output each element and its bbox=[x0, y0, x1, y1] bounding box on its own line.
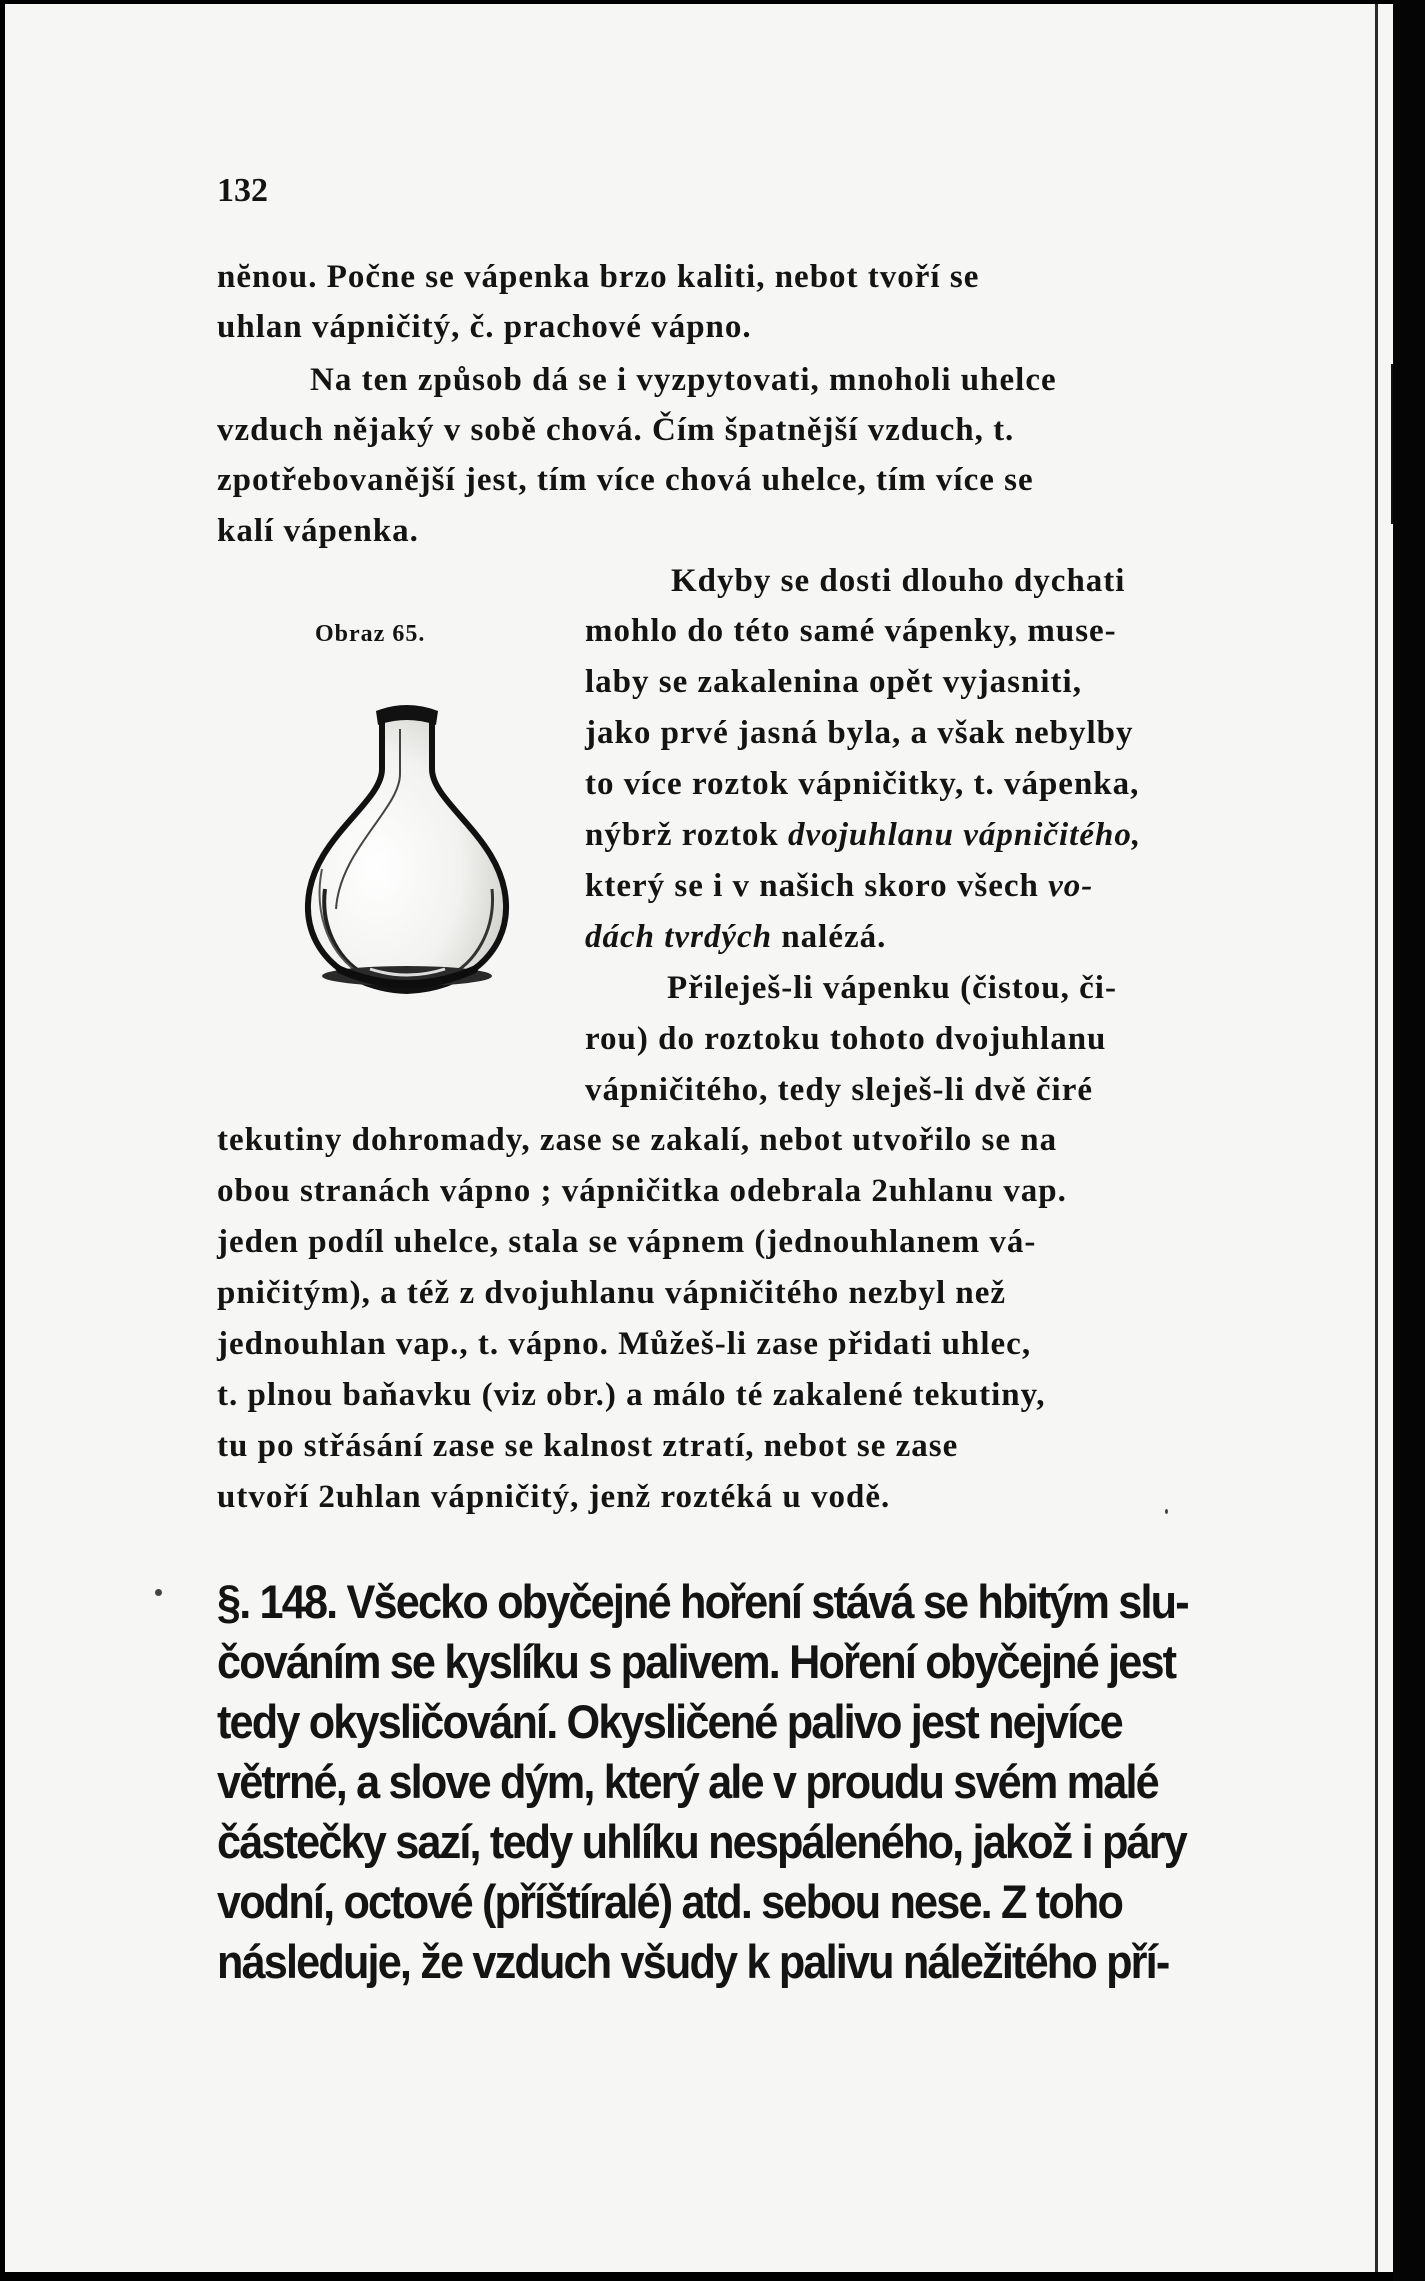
section-line: částečky sazí, tedy uhlíku nespáleného, jakož i páry bbox=[217, 1815, 1186, 1868]
text-line: laby se zakalenina opět vyjasniti, bbox=[585, 664, 1082, 700]
section-line: čováním se kyslíku s palivem. Hoření obyčejné jest bbox=[217, 1635, 1176, 1688]
text-line: jeden podíl uhelce, stala se vápnem (jednouhlanem vá- bbox=[217, 1224, 1037, 1260]
section-line: větrné, a slove dým, který ale v proudu svém malé bbox=[217, 1755, 1158, 1808]
text-line: utvoří 2uhlan vápničitý, jenž roztéká u vodě. bbox=[217, 1479, 891, 1515]
text-line: uhlan vápničitý, č. prachové vápno. bbox=[217, 309, 752, 345]
text-line: tekutiny dohromady, zase se zakalí, nebot utvořilo se na bbox=[217, 1122, 1058, 1158]
text-segment: který se i v našich skoro všech bbox=[585, 868, 1049, 904]
text-line: Přileješ-li vápenku (čistou, či- bbox=[667, 970, 1117, 1006]
text-line: zpotřebovanější jest, tím více chová uhelce, tím více se bbox=[217, 462, 1034, 498]
text-segment: nalézá. bbox=[772, 919, 887, 955]
flask-illustration bbox=[300, 699, 515, 999]
text-line: rou) do roztoku tohoto dvojuhlanu bbox=[585, 1021, 1107, 1057]
scan-dark-edge bbox=[1393, 0, 1425, 2281]
text-line bbox=[585, 866, 1093, 906]
text-segment: nýbrž roztok bbox=[585, 817, 789, 853]
italic-term: dách tvrdých bbox=[585, 919, 773, 955]
figure-caption: Obraz 65. bbox=[315, 621, 426, 647]
text-line: tu po střásání zase se kalnost ztratí, nebot se zase bbox=[217, 1428, 959, 1464]
text-line bbox=[585, 917, 886, 957]
scan-speck bbox=[155, 1589, 162, 1596]
page-edge-mark bbox=[1391, 364, 1393, 524]
italic-term: vo- bbox=[1048, 868, 1094, 904]
text-line: jako prvé jasná byla, a však nebylby bbox=[585, 715, 1134, 751]
text-line: vápničitého, tedy sleješ-li dvě čiré bbox=[585, 1072, 1093, 1108]
section-line: následuje, že vzduch všudy k palivu náležitého pří- bbox=[217, 1935, 1169, 1988]
text-line: nĕnou. Počne se vápenka brzo kaliti, nebot tvoří se bbox=[217, 259, 980, 295]
text-line: Na ten způsob dá se i vyzpytovati, mnoholi uhelce bbox=[310, 362, 1057, 398]
text-line bbox=[585, 815, 1141, 855]
text-line: Kdyby se dosti dlouho dychati bbox=[671, 563, 1126, 599]
section-line: §. 148. Všecko obyčejné hoření stává se hbitým slu- bbox=[217, 1575, 1188, 1628]
text-line: pničitým), a též z dvojuhlanu vápničitého nezbyl než bbox=[217, 1275, 1007, 1311]
book-page bbox=[5, 4, 1393, 2272]
text-line: to více roztok vápničitky, t. vápenka, bbox=[585, 766, 1140, 802]
section-line: vodní, octové (příštíralé) atd. sebou nese. Z toho bbox=[217, 1875, 1123, 1928]
text-line: mohlo do této samé vápenky, muse- bbox=[585, 613, 1117, 649]
italic-term: dvojuhlanu vápničitého, bbox=[788, 817, 1142, 853]
text-line: vzduch nějaký v sobě chová. Čím špatnější vzduch, t. bbox=[217, 412, 1015, 448]
section-line: tedy okysličování. Okysličené palivo jest nejvíce bbox=[217, 1695, 1122, 1748]
page-edge-line bbox=[1375, 4, 1378, 2272]
text-line: jednouhlan vap., t. vápno. Můžeš-li zase přidati uhlec, bbox=[217, 1326, 1032, 1362]
page-number: 132 bbox=[217, 172, 268, 209]
text-line: kalí vápenka. bbox=[217, 513, 419, 549]
scan-speck bbox=[1165, 1509, 1168, 1514]
text-line: obou stranách vápno ; vápničitka odebrala 2uhlanu vap. bbox=[217, 1173, 1067, 1209]
text-line: t. plnou baňavku (viz obr.) a málo té zakalené tekutiny, bbox=[217, 1377, 1046, 1413]
